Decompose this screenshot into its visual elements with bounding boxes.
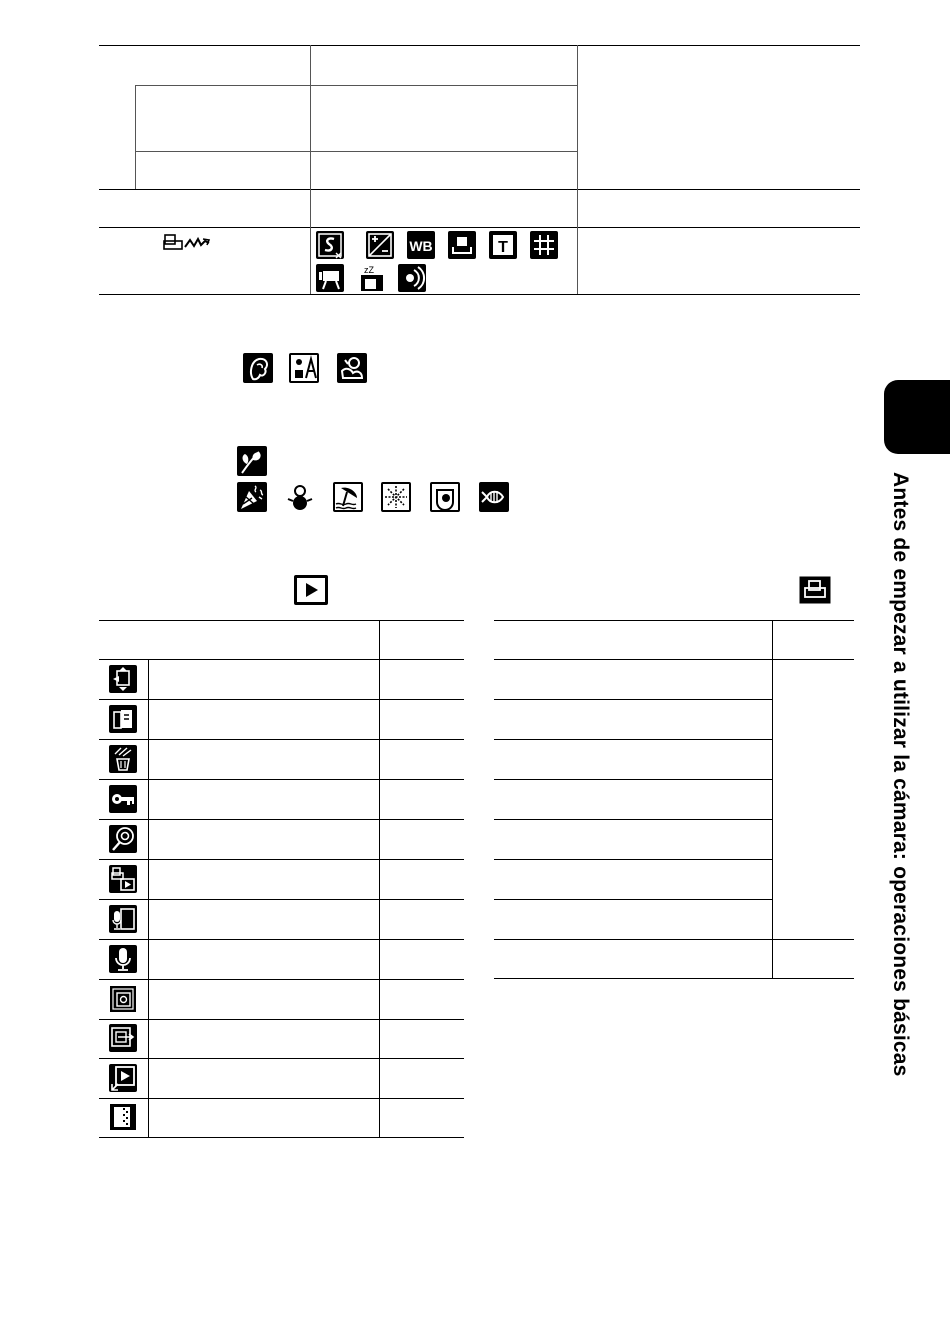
chapter-title: Antes de empezar a utilizar la cámara: operaciones básicas	[889, 472, 912, 1077]
night-snapshot-icon	[289, 353, 319, 383]
svg-text:WB: WB	[409, 238, 433, 254]
movie-icon	[316, 264, 344, 292]
set-print-icon[interactable]	[109, 865, 137, 893]
rotate-icon[interactable]	[109, 665, 137, 693]
party-icon	[237, 482, 267, 512]
print-share-icon	[163, 232, 211, 252]
erase-icon[interactable]	[109, 745, 137, 773]
exposure-compensation-icon	[366, 231, 394, 259]
metering-icon	[448, 231, 476, 259]
red-eye-icon[interactable]	[109, 825, 137, 853]
slideshow-icon[interactable]	[109, 985, 137, 1013]
grid-icon	[530, 231, 558, 259]
snow-icon	[285, 482, 315, 512]
transfer-order-icon[interactable]	[109, 1103, 137, 1131]
iso-icon	[398, 264, 426, 292]
transition-icon[interactable]	[109, 1024, 137, 1052]
my-category-icon[interactable]	[109, 705, 137, 733]
date-stamp-icon	[489, 231, 517, 259]
beach-icon	[333, 482, 363, 512]
protect-icon[interactable]	[109, 785, 137, 813]
foliage-icon	[237, 446, 267, 476]
underwater-icon	[479, 482, 509, 512]
portrait-scene-icon	[243, 353, 273, 383]
sleep-icon	[358, 264, 386, 292]
aquarium-icon	[430, 482, 460, 512]
play-icon	[294, 575, 328, 605]
resume-icon[interactable]	[109, 1064, 137, 1092]
fireworks-icon	[381, 482, 411, 512]
print-icon	[798, 575, 832, 605]
svg-text:zZ: zZ	[364, 265, 374, 275]
white-balance-icon	[407, 231, 435, 259]
sound-memo-icon[interactable]	[109, 905, 137, 933]
sound-recorder-icon[interactable]	[109, 945, 137, 973]
kids-pets-icon	[337, 353, 367, 383]
svg-text:T: T	[498, 239, 508, 256]
self-timer-icon	[316, 231, 344, 259]
chapter-tab	[884, 380, 950, 454]
